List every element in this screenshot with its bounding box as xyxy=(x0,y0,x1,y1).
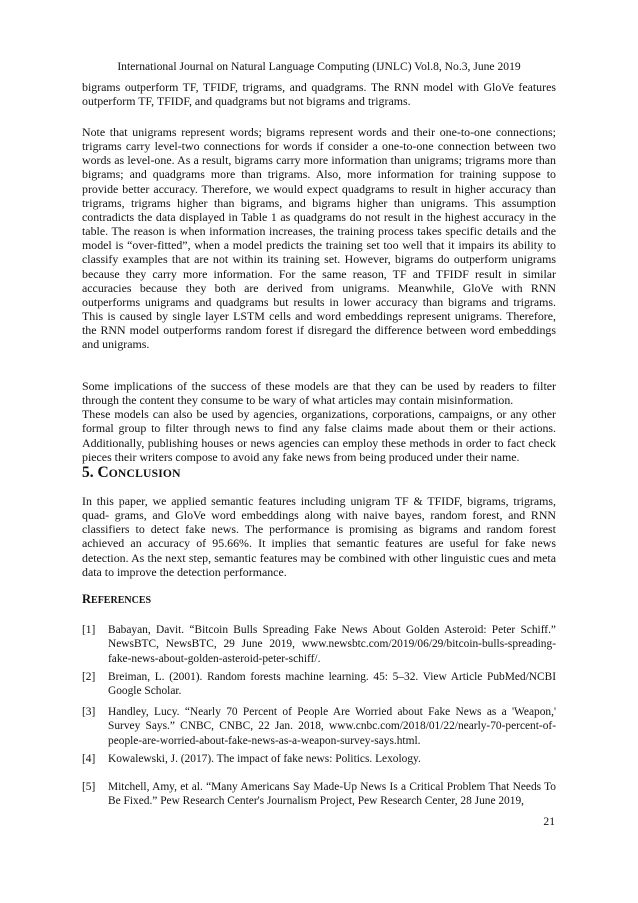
references-rest: EFERENCES xyxy=(91,595,152,606)
reference-number: [1] xyxy=(82,624,96,636)
reference-number: [2] xyxy=(82,671,96,683)
reference-number: [5] xyxy=(82,781,96,793)
paragraph-text: These models can also be used by agencies, organizations, corporations, campaigns, or any other formal group to filter through news to find any false claims made about them or their actions. Additionally, publishing houses or news agencies can employ these methods in order to fact check pieces their writers compose to avoid any fake news from being produced under their name. xyxy=(82,407,556,464)
reference-item xyxy=(82,705,556,748)
reference-text: Breiman, L. (2001). Random forests machine learning. 45: 5–32. View Article PubMed/NCBI Google Scholar. xyxy=(108,671,556,698)
paragraph-ngram-discussion xyxy=(82,125,556,352)
section-first-letter: C xyxy=(97,464,109,481)
reference-text: Handley, Lucy. “Nearly 70 Percent of People Are Worried about Fake News as a 'Weapon,' Survey Says.” CNBC, CNBC, 22 Jan. 2018, www.cnbc.com/2018/01/22/nearly-70-percent-of-people-are-worried-about-fake-news-as-a-weapon-survey-says.html. xyxy=(108,706,556,747)
paragraph-implications xyxy=(82,379,556,464)
reference-number: [3] xyxy=(82,706,96,718)
reference-item xyxy=(82,780,556,809)
section-rest: ONCLUSION xyxy=(108,467,181,480)
section-heading-conclusion xyxy=(82,464,181,482)
reference-text: Babayan, Davit. “Bitcoin Bulls Spreading Fake News About Golden Asteroid: Peter Schiff.” NewsBTC, NewsBTC, 29 June 2019, www.newsbtc.com/2019/06/29/bitcoin-bulls-spreading- fake-news-about-golden-asteroid-peter-schiff/. xyxy=(108,624,556,665)
paragraph-conclusion xyxy=(82,494,556,579)
reference-item xyxy=(82,752,556,766)
reference-item xyxy=(82,623,556,666)
reference-text: Mitchell, Amy, et al. “Many Americans Say Made-Up News Is a Critical Problem That Needs To Be Fixed.” Pew Research Center's Journalism Project, Pew Research Center, 28 June 2019, xyxy=(108,781,556,808)
reference-text: Kowalewski, J. (2017). The impact of fake news: Politics. Lexology. xyxy=(108,753,421,765)
paragraph-text: bigrams outperform TF, TFIDF, trigrams, and quadgrams. The RNN model with GloVe features outperform TF, TFIDF, and quadgrams but not bigrams and trigrams. xyxy=(82,80,556,109)
paragraph-results-summary xyxy=(82,80,556,108)
reference-item xyxy=(82,670,556,699)
paragraph-text: Note that unigrams represent words; bigrams represent words and their one-to-one connections; trigrams carry level-two connections for words if consider a one-to-one connection between two words as level-one. As a result, bigrams carry more information than unigrams; trigrams more than bigrams; and quadgrams more than trigrams. Also, more information for training suppose to provide better accuracy. Therefore, we would expect quadgrams to result in higher accuracy than trigrams, trigrams higher than bigrams, and bigrams higher than unigrams. This assumption contradicts the data displayed in Table 1 as quadgrams do not result in the highest accuracy in the table. The reason is when information increases, the training process takes specific details and the model is “over-fitted”, when a model predicts the training set too well that it impairs its ability to classify examples that are not within its training set. However, bigrams do outperform unigrams because they carry more information. For the same reason, TF and TFIDF result in similar accuracies because they both are derived from unigrams. Meanwhile, GloVe with RNN outperforms unigrams and quadgrams but results in lower accuracy than bigrams and trigrams. This is caused by single layer LSTM cells and word embeddings represent unigrams. Therefore, the RNN model outperforms random forest if disregard the difference between word embeddings and unigrams. xyxy=(82,125,556,352)
references-heading xyxy=(82,592,151,607)
page-number: 21 xyxy=(543,815,555,828)
paragraph-text: Some implications of the success of these models are that they can be used by readers to filter through the content they consume to be wary of what articles may contain misinformation. xyxy=(82,379,556,408)
reference-number: [4] xyxy=(82,753,96,765)
references-first-letter: R xyxy=(82,592,92,606)
section-number: 5. xyxy=(82,464,98,481)
paragraph-text: In this paper, we applied semantic features including unigram TF & TFIDF, bigrams, trigrams, quad- grams, and GloVe word embeddings along with naive bayes, random forest, and RNN classifiers to detect fake news. The performance is promising as bigrams and random forest achieved an accuracy of 95.66%. It implies that semantic features are useful for fake news detection. As the next step, semantic features may be combined with other linguistic cues and meta data to improve the detection performance. xyxy=(82,494,556,579)
running-header: International Journal on Natural Language Computing (IJNLC) Vol.8, No.3, June 2019 xyxy=(117,60,521,73)
